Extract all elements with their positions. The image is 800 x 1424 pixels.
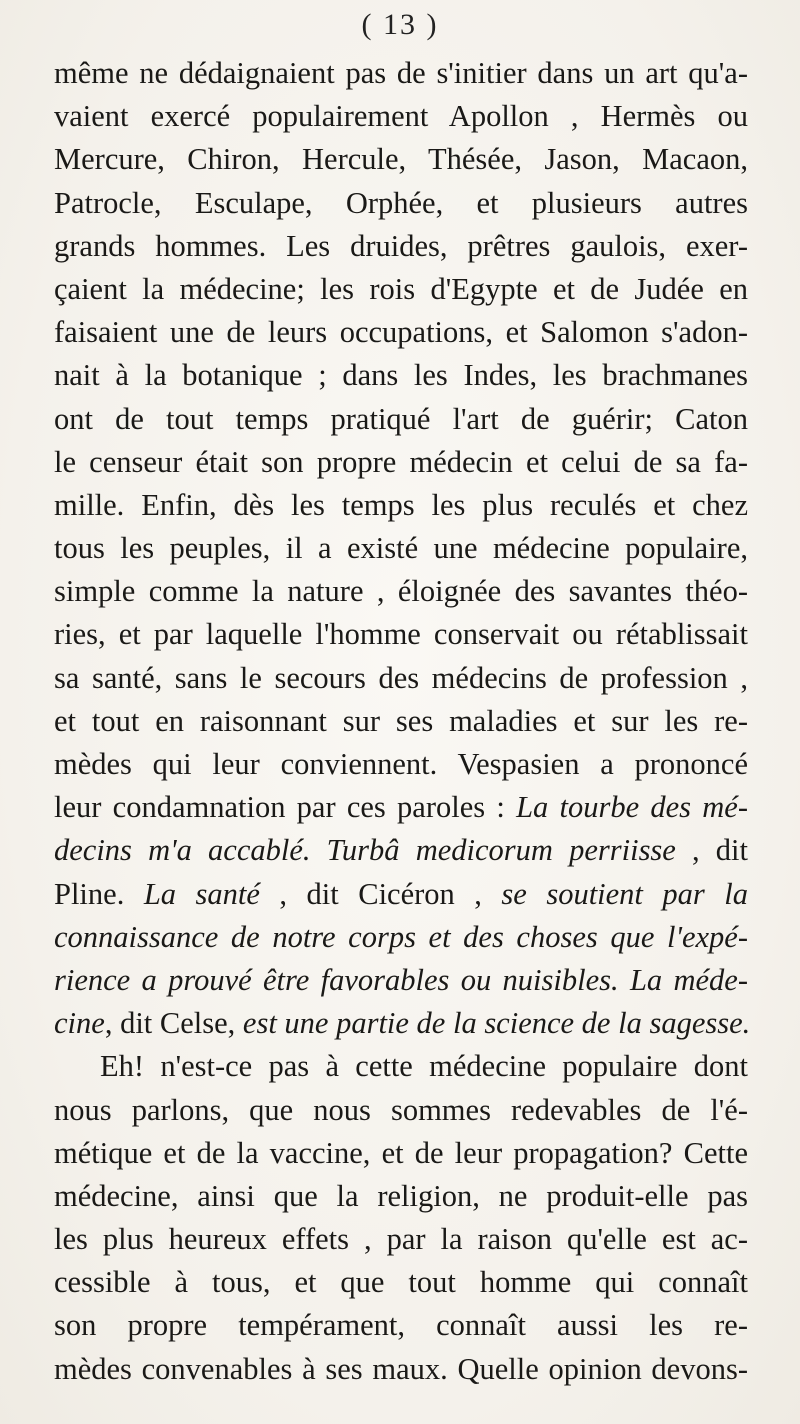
- text-line: [54, 1261, 748, 1304]
- text-line: [54, 570, 748, 613]
- text-segment: nait à la botanique ; dans les Indes, les brachmanes: [54, 358, 748, 393]
- text-segment: mèdes convenables à ses maux. Quelle opinion devons-: [54, 1351, 748, 1386]
- text-segment: même ne dédaignaient pas de s'initier dans un art qu'a-: [54, 56, 748, 90]
- text-line: [54, 354, 748, 397]
- text-segment: vaient exercé populairement Apollon , Hermès ou: [54, 99, 748, 134]
- text-line: [54, 657, 748, 700]
- text-line: [54, 95, 748, 138]
- text-segment: , dit Celse,: [104, 1006, 243, 1041]
- text-line: [54, 1002, 751, 1045]
- text-line: [54, 786, 748, 829]
- italic-text: La santé: [143, 876, 260, 911]
- text-segment: son propre tempérament, connaît aussi les re-: [54, 1308, 748, 1343]
- text-line: [54, 1348, 748, 1391]
- text-line: [54, 1175, 748, 1218]
- text-segment: çaient la médecine; les rois d'Egypte et de Judée en: [54, 271, 748, 306]
- text-line: [54, 700, 748, 743]
- text-segment: ries, et par laquelle l'homme conservait ou rétablissait: [54, 617, 748, 652]
- text-line: [54, 311, 748, 354]
- text-line: [54, 398, 748, 441]
- text-line: [54, 916, 748, 959]
- text-segment: simple comme la nature , éloignée des savantes théo-: [54, 574, 748, 609]
- body-text: [54, 52, 751, 1391]
- text-segment: ont de tout temps pratiqué l'art de guérir; Caton: [54, 401, 748, 436]
- text-line: [54, 138, 748, 181]
- text-line: [54, 52, 748, 95]
- text-segment: , dit: [675, 833, 748, 868]
- italic-text: se soutient par la: [501, 876, 748, 911]
- italic-text: La tourbe des mé-: [516, 790, 748, 825]
- text-line: [54, 873, 748, 916]
- text-segment: grands hommes. Les druides, prêtres gaulois, exer-: [54, 228, 748, 263]
- text-segment: et tout en raisonnant sur ses maladies et sur les re-: [54, 703, 748, 738]
- text-segment: Patrocle, Esculape, Orphée, et plusieurs autres: [54, 185, 748, 220]
- text-line: [54, 1089, 748, 1132]
- text-line: [54, 182, 748, 225]
- text-line: [54, 1132, 748, 1175]
- text-segment: le censeur était son propre médecin et celui de sa fa-: [54, 444, 748, 479]
- text-segment: sa santé, sans le secours des médecins de profession ,: [54, 660, 748, 695]
- text-segment: médecine, ainsi que la religion, ne produit-elle pas: [54, 1178, 748, 1213]
- italic-text: est une partie de la science de la sagesse.: [242, 1006, 751, 1041]
- text-segment: faisaient une de leurs occupations, et Salomon s'adon-: [54, 315, 748, 350]
- text-line: [54, 268, 748, 311]
- text-segment: mille. Enfin, dès les temps les plus reculés et chez: [54, 487, 748, 522]
- text-line: [54, 959, 748, 1002]
- text-segment: Pline.: [54, 876, 144, 911]
- text-line: [54, 484, 748, 527]
- text-segment: les plus heureux effets , par la raison qu'elle est ac-: [54, 1222, 748, 1257]
- text-line: [54, 527, 748, 570]
- text-line: [54, 225, 748, 268]
- text-line: [54, 1045, 748, 1088]
- text-segment: mèdes qui leur conviennent. Vespasien a prononcé: [54, 747, 748, 781]
- text-segment: leur condamnation par ces paroles :: [54, 790, 517, 825]
- text-segment: Eh! n'est-ce pas à cette médecine populaire dont: [100, 1049, 748, 1084]
- italic-text: connaissance de notre corps et des choses que l'expé-: [54, 919, 748, 954]
- text-line: [54, 829, 748, 872]
- text-segment: Mercure, Chiron, Hercule, Thésée, Jason, Macaon,: [54, 142, 748, 177]
- text-line: [54, 1304, 748, 1347]
- text-line: [54, 1218, 748, 1261]
- text-segment: cessible à tous, et que tout homme qui connaît: [54, 1265, 748, 1300]
- text-segment: tous les peuples, il a existé une médecine populaire,: [54, 531, 748, 566]
- text-segment: , dit Cicéron ,: [259, 876, 502, 911]
- italic-text: decins m'a accablé. Turbâ medicorum perriisse: [54, 833, 676, 868]
- italic-text: cine: [54, 1006, 105, 1041]
- text-segment: métique et de la vaccine, et de leur propagation? Cette: [54, 1135, 748, 1170]
- page-number: ( 13 ): [361, 8, 439, 41]
- text-line: [54, 613, 748, 656]
- text-line: [54, 441, 748, 484]
- text-line: [54, 743, 748, 786]
- text-segment: nous parlons, que nous sommes redevables de l'é-: [54, 1092, 748, 1127]
- italic-text: rience a prouvé être favorables ou nuisibles. La méde-: [54, 962, 748, 997]
